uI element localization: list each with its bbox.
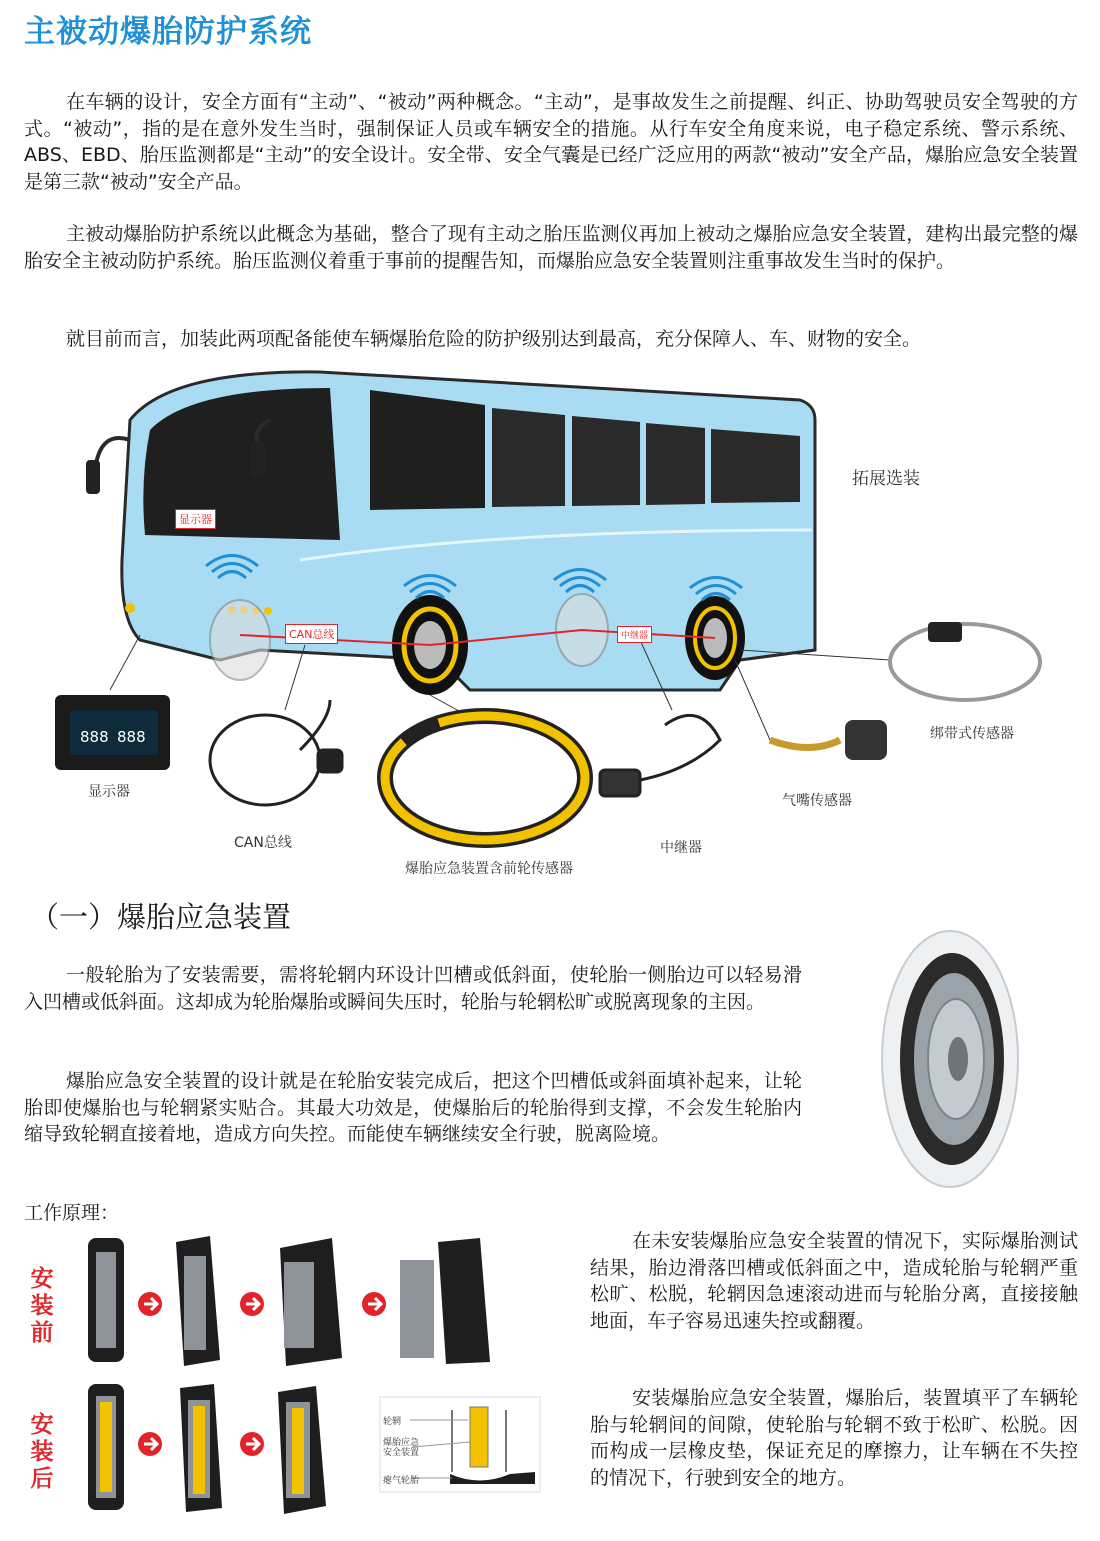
principle-label: 工作原理： (24, 1202, 120, 1224)
part-label-device: 爆胎应急装置含前轮传感器 (405, 861, 573, 877)
mirror (86, 460, 100, 494)
mirror (250, 442, 266, 478)
tire-cross-section (400, 1238, 490, 1364)
intro-paragraph-1: 在车辆的设计，安全方面有“主动”、“被动”两种概念。“主动”，是事故发生之前提醒、纠正、协助驾驶员安全驾驶的方式。“被动”，指的是在意外发生当时，强制保证人员或车辆安全的措施。从行车安全角度来说，电子稳定系统、警示系统、ABS、EBD、胎压监测都是“主动”的安全设计。安全带、安全气囊是已经广泛应用的两款“被动”安全产品，爆胎应急安全装置是第三款“被动”安全产品。 (24, 91, 1078, 193)
inset-label-rim: 轮辋 (383, 1417, 402, 1427)
bus-illustration (0, 360, 1100, 880)
page-title: 主被动爆胎防护系统 (24, 14, 312, 50)
before-description: 在未安装爆胎应急安全装置的情况下，实际爆胎测试结果，胎边滑落凹槽或低斜面之中，造成轮胎与轮辋严重松旷、松脱，轮辋因急速滚动进而与轮胎分离，直接接触地面，车子容易迅速失控或翻覆。 (590, 1230, 1078, 1332)
bus-tag-relay: 中继器 (617, 626, 652, 643)
front-wheel (210, 600, 270, 680)
system-diagram (0, 360, 1100, 880)
part-label-strap-sensor: 绑带式传感器 (930, 726, 1014, 742)
intro-paragraph-2: 主被动爆胎防护系统以此概念为基础，整合了现有主动之胎压监测仪再加上被动之爆胎应急安全装置，建构出最完整的爆胎安全主被动防护系统。胎压监测仪着重于事前的提醒告知，而爆胎应急安全装置则注重事故发生当时的保护。 (24, 223, 1078, 272)
part-label-can-bus: CAN总线 (234, 835, 292, 851)
tire-cross-section (88, 1238, 124, 1362)
part-label-relay: 中继器 (660, 840, 702, 856)
bus-window (646, 423, 705, 505)
bus-window (572, 416, 640, 506)
section-paragraph-1: 一般轮胎为了安装需要，需将轮辋内环设计凹槽或低斜面，使轮胎一侧胎边可以轻易滑入凹槽或低斜面。这却成为轮胎爆胎或瞬间失压时，轮胎与轮辋松旷或脱离现象的主因。 (24, 964, 802, 1013)
after-label: 安装后 (30, 1412, 54, 1492)
tire-sequence-diagram (80, 1232, 580, 1522)
bus-window (370, 390, 485, 510)
tire-cross-section (280, 1238, 342, 1366)
expand-label: 拓展选装 (852, 469, 920, 489)
tire-cross-section (278, 1386, 326, 1514)
inset-label-device: 爆胎应急安全装置 (383, 1438, 420, 1458)
relay-device (600, 715, 720, 796)
inset-label-tire: 瘪气轮胎 (383, 1476, 420, 1486)
wheel-rim-image (880, 928, 1020, 1190)
bus-window (492, 408, 565, 507)
before-label: 安装前 (30, 1266, 54, 1346)
tire-cross-section (180, 1384, 222, 1512)
part-label-valve-sensor: 气嘴传感器 (782, 793, 852, 809)
strap-sensor (890, 622, 1040, 700)
emergency-device-ring (385, 716, 585, 840)
display-device (55, 695, 170, 770)
can-cable (210, 700, 342, 805)
display-digits-left: 888 (80, 728, 109, 746)
section-title: （一）爆胎应急装置 (30, 900, 292, 934)
after-description: 安装爆胎应急安全装置，爆胎后，装置填平了车辆轮胎与轮辋间的间隙，使轮胎与轮辋不致于松旷、松脱。因而构成一层橡皮垫，保证充足的摩擦力，让车辆在不失控的情况下，行驶到安全的地方。 (590, 1387, 1078, 1489)
part-label-display: 显示器 (88, 784, 130, 800)
valve-sensor (770, 720, 887, 760)
bus-window (711, 429, 800, 503)
tire-cross-section (88, 1384, 124, 1510)
intro-paragraph-3: 就目前而言，加装此两项配备能使车辆爆胎危险的防护级别达到最高，充分保障人、车、财物的安全。 (66, 328, 922, 350)
bus-tag-display: 显示器 (175, 509, 216, 529)
tire-cross-section (176, 1236, 220, 1366)
bus-tag-can: CAN总线 (285, 624, 338, 644)
section-paragraph-2: 爆胎应急安全装置的设计就是在轮胎安装完成后，把这个凹槽低或斜面填补起来，让轮胎即使爆胎也与轮辋紧实贴合。其最大功效是，使爆胎后的轮胎得到支撑，不会发生轮胎内缩导致轮辋直接着地，造成方向失控。而能使车辆继续安全行驶，脱离险境。 (24, 1070, 802, 1145)
display-digits-right: 888 (117, 728, 146, 746)
